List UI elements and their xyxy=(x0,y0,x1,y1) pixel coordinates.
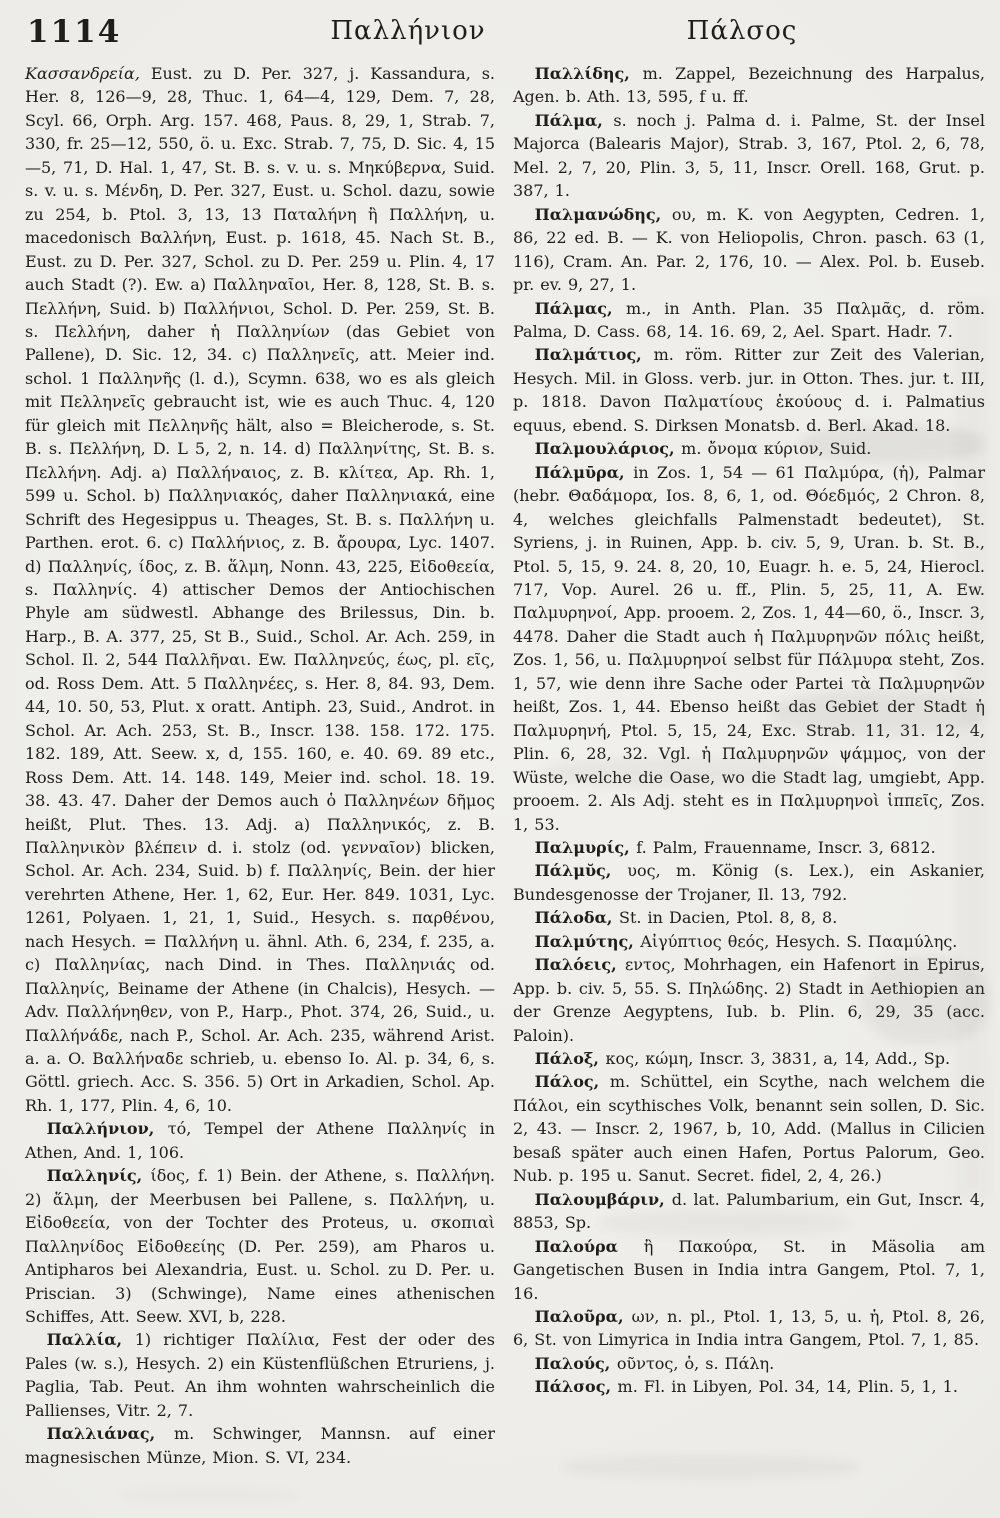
entry-text: m., in Anth. Plan. 35 Παλμᾶς, d. röm. Palma, D. Cass. 68, 14. 16. 69, 2, Ael. Spart. Hadr. 7. xyxy=(513,298,985,341)
entry-headword: Κασσανδρεία, xyxy=(25,64,151,83)
entry-headword: Παλλίδης, xyxy=(534,64,643,83)
left-column-title: Παλλήνιον xyxy=(330,16,486,46)
dictionary-entry xyxy=(513,859,985,906)
dictionary-entry xyxy=(513,461,985,836)
entry-headword: Παλμανώδης, xyxy=(534,204,672,224)
entry-headword: Παλοῦρα, xyxy=(534,1307,632,1327)
right-column-title: Πάλσος xyxy=(686,16,798,46)
entry-headword: Παλλήνιον, xyxy=(46,1119,168,1139)
dictionary-entry xyxy=(513,1305,985,1352)
page-number: 1114 xyxy=(27,14,122,50)
entry-text: υος, m. König (s. Lex.), ein Askanier, Bundesgenosse der Trojaner, Il. 13, 792. xyxy=(513,861,985,904)
dictionary-entry xyxy=(513,203,985,297)
entry-headword: Πάλμῡρα, xyxy=(534,462,634,482)
entry-headword: Πάλμα, xyxy=(534,110,614,130)
entry-headword: Παλλία, xyxy=(46,1330,135,1350)
dictionary-entry xyxy=(513,906,985,929)
entry-headword: Παλμυρίς, xyxy=(534,837,637,857)
entry-text: m. Fl. in Libyen, Pol. 34, 14, Plin. 5, 1, 1. xyxy=(617,1377,958,1397)
right-column xyxy=(513,62,985,1399)
dictionary-entry xyxy=(513,109,985,203)
entry-text: d. lat. Palumbarium, ein Gut, Inscr. 4, 8853, Sp. xyxy=(513,1189,985,1233)
page-header xyxy=(0,10,1000,58)
entry-text: s. noch j. Palma d. i. Palme, St. der Insel Majorca (Balearis Major), Strab. 3, 167, Ptol. 2, 6, 78, Mel. 2, 7, 20, Plin. 3, 5, 11, Inscr. Orell. 168, Grut. p. 387, 1. xyxy=(513,110,986,201)
dictionary-entry xyxy=(25,1328,495,1422)
dictionary-entry xyxy=(513,297,985,344)
dictionary-entry xyxy=(513,1235,985,1305)
entry-text: in Zos. 1, 54 — 61 Παλμύρα, (ἡ), Palmar (hebr. Θαδάμορα, Ios. 8, 6, 1, od. Θόεδμός, 2 Chron. 8, 4, welches gleichfalls Palmenstadt bedeutet), St. Syriens, j. in Ruinen, App. b. civ. 5, 9, Uran. b. St. B., Ptol. 5, 15, 9. 24. 8, 20, 10, Euagr. h. e. 5, 24, Hierocl. 717, Vop. Aurel. 26 u. ff., Plin. 5, 25, 11, A. Ew. Παλμυρηνοί, App. prooem. 2, Zos. 1, 44—60, ö., Inscr. 3, 4478. Daher die Stadt auch ἡ Παλμυρηνῶν πόλις heißt, Zos. 1, 56, u. Παλμυρηνοί selbst für Πάλμυρα steht, Zos. 1, 57, wie denn ihre Sache oder Partei τὰ Παλμυρηνῶν heißt, Zos. 1, 44. Ebenso heißt das Gebiet der Stadt ἡ Παλμυρηνή, Ptol. 5, 15, 24, Exc. Strab. 11, 31. 12, 4, Plin. 6, 28, 32. Vgl. ἡ Παλμυρηνῶν ψάμμος, von der Wüste, welche die Oase, wo die Stadt lag, umgiebt, App. prooem. 2. Als Adj. steht es in Παλμυρηνοὶ ἱππεῖς, Zos. 1, 53. xyxy=(513,462,985,834)
entry-text: St. in Dacien, Ptol. 8, 8, 8. xyxy=(619,908,838,928)
entry-headword: Παλούρα xyxy=(534,1236,644,1256)
left-column xyxy=(25,62,495,1469)
entry-headword: Πάλμῠς, xyxy=(534,861,628,881)
entry-headword: Παλληνίς, xyxy=(46,1166,151,1186)
entry-text: εντος, Mohrhagen, ein Hafenort in Epirus, App. b. civ. 5, 55. S. Πηλώδης. 2) Stadt in Aethiopien an der Grenze Aegyptens, Iub. b. Plin. 6, 29, 35 (acc. Paloin). xyxy=(513,955,985,1045)
dictionary-entry-continuation xyxy=(25,62,495,1117)
entry-headword: Παλλιάνας, xyxy=(46,1424,174,1444)
dictionary-entry xyxy=(513,930,985,953)
entry-text: ου, m. K. von Aegypten, Cedren. 1, 86, 22 ed. B. — K. von Heliopolis, Chron. pasch. 63 (1, 116), Cram. An. Par. 2, 176, 10. — Alex. Pol. b. Euseb. pr. ev. 9, 27, 1. xyxy=(513,204,985,295)
entry-headword: Παλμάτιος, xyxy=(534,345,654,365)
scan-artifact xyxy=(120,1488,300,1502)
entry-headword: Παλόεις, xyxy=(534,955,625,975)
entry-headword: Παλμύτης, xyxy=(534,931,641,951)
entry-text: m. Zappel, Bezeichnung des Harpalus, Agen. b. Ath. 13, 595, f u. ff. xyxy=(513,64,985,107)
entry-text: ἢ Πακούρα, St. in Mäsolia am Gangetischen Busen in India intra Gangem, Ptol. 7, 1, 16. xyxy=(513,1236,985,1303)
entry-headword: Πάλοδα, xyxy=(534,908,619,928)
entry-text: Αἰγύπτιος θεός, Hesych. S. Πααμύλης. xyxy=(640,931,958,951)
entry-headword: Παλουμβάριν, xyxy=(534,1189,672,1209)
entry-text: ων, n. pl., Ptol. 1, 13, 5, u. ἡ, Ptol. 8, 26, 6, St. von Limyrica in India intra Gangem, Ptol. 7, 1, 85. xyxy=(513,1307,985,1350)
entry-text: m. röm. Ritter zur Zeit des Valerian, Hesych. Mil. in Gloss. verb. jur. in Otton. Thes. jur. t. III, p. 1818. Davon Παλματίους ἑκούους d. i. Palmatius equus, ebend. S. Dirksen Monatsb. d. Berl. Akad. 18. xyxy=(513,345,985,435)
entry-headword: Πάλμας, xyxy=(534,298,626,318)
dictionary-entry xyxy=(513,1188,985,1235)
entry-text: m. Schwinger, Mannsn. auf einer magnesischen Münze, Mion. S. VI, 234. xyxy=(25,1424,495,1467)
entry-text: f. Palm, Frauenname, Inscr. 3, 6812. xyxy=(636,837,936,857)
entry-text: ίδος, f. 1) Bein. der Athene, s. Παλλήνη. 2) ἅλμη, der Meerbusen bei Pallene, s. Παλλήνη, u. Εἰδοθεεία, von der Tochter des Proteus, u. σκοπιαὶ Παλληνίδος Εἰδοθεείης (D. Per. 259), am Pharos u. Antipharos bei Alexandria, Eust. u. Schol. zu D. Per. u. Priscian. 3) (Schwinge), Name eines athenischen Schiffes, Att. Seew. XVI, b, 228. xyxy=(25,1166,495,1327)
dictionary-entry xyxy=(25,1164,495,1328)
dictionary-entry xyxy=(513,62,985,109)
entry-text: τό, Tempel der Athene Παλληνίς in Athen, And. 1, 106. xyxy=(25,1119,495,1162)
dictionary-entry xyxy=(513,836,985,859)
entry-text: m. Schüttel, ein Scythe, nach welchem die Πάλοι, ein scythisches Volk, benannt sein sollen, D. Sic. 2, 43. — Inscr. 2, 1967, b, 10, Add. (Mallus in Cilicien besaß später auch einen Hafen, Portus Palorum, Geo. Nub. p. 195 u. Sanut. Secret. fidel, 2, 4, 26.) xyxy=(513,1072,985,1186)
entry-headword: Πάλοξ, xyxy=(534,1049,606,1069)
dictionary-entry xyxy=(513,1352,985,1375)
entry-text: m. ὄνομα κύριον, Suid. xyxy=(681,439,872,459)
scan-artifact xyxy=(560,1455,860,1479)
dictionary-entry xyxy=(25,1117,495,1164)
entry-text: οῦντος, ὁ, s. Πάλη. xyxy=(616,1353,775,1373)
dictionary-entry xyxy=(513,437,985,460)
entry-text: Eust. zu D. Per. 327, j. Kassandura, s. Her. 8, 126—9, 28, Thuc. 1, 64—4, 129, Dem. 7, 28, Scyl. 66, Orph. Arg. 157. 468, Paus. 8, 29, 1, Strab. 7, 330, fr. 25—12, 550, ö. u. Exc. Strab. 7, 75, D. Sic. 4, 15—5, 71, D. Hal. 1, 47, St. B. s. v. u. s. Μηκύβερνα, Suid. s. v. u. s. Μένδη, D. Per. 327, Eust. u. Schol. dazu, sowie zu 254, b. Ptol. 3, 13, 13 Παταλήνη ἢ Παλλήνη, u. macedonisch Βαλλήνη, Eust. p. 1618, 45. Nach St. B., Eust. zu D. Per. 327, Schol. zu D. Per. 259 u. Plin. 4, 17 auch Stadt (?). Ew. a) Παλληναῖοι, Her. 8, 128, St. B. s. Πελλήνη, Suid. b) Παλλήνιοι, Schol. D. Per. 259, St. B. s. Πελλήνη, daher ἡ Παλληνίων (das Gebiet von Pallene), D. Sic. 12, 34. c) Παλληνεῖς, att. Meier ind. schol. 1 Παλληνῆς (l. d.), Scymn. 638, wo es als gleich mit Πελληνεῖς gebraucht ist, wie es auch Thuc. 4, 120 für gleich mit Πελληνῆς hält, also = Bleicherode, s. St. B. s. Πελλήνη, D. L 5, 2, n. 14. d) Παλληνίτης, St. B. s. Πελλήνη. Adj. a) Παλλήναιος, z. B. κλίτεα, Ap. Rh. 1, 599 u. Schol. b) Παλληνιακός, daher Παλληνιακά, eine Schrift des Hegesippus u. Theages, St. B. s. Παλλήνη u. Parthen. erot. 6. c) Παλλήνιος, z. B. ἄρουρα, Lyc. 1407. d) Παλληνίς, ίδος, z. B. ἅλμη, Nonn. 43, 225, Εἰδοθεεία, s. Παλληνίς. 4) attischer Demos der Antiochischen Phyle am südwestl. Abhange des Brilessus, Din. b. Harp., B. A. 377, 25, St B., Suid., Schol. Ar. Ach. 259, in Schol. Il. 2, 544 Παλλῆναι. Ew. Παλληνεύς, έως, pl. εῖς, od. Ross Dem. Att. 5 Παλληνέες, s. Her. 8, 84. 93, Dem. 44, 10. 50, 53, Plut. x oratt. Antiph. 23, Suid., Androt. in Schol. Ar. Ach. 253, St. B., Inscr. 138. 158. 172. 175. 182. 189, Att. Seew. x, d, 155. 160, e. 40. 69. 89 etc., Ross Dem. Att. 14. 148. 149, Meier ind. schol. 18. 19. 38. 43. 47. Daher der Demos auch ὁ Παλληνέων δῆμος heißt, Plut. Thes. 13. Adj. a) Παλληνικός, z. B. Παλληνικὸν βλέπειν d. i. stolz (od. γενναῖον) blicken, Schol. Ar. Ach. 234, Suid. b) f. Παλληνίς, Bein. der hier verehrten Athene, Her. 1, 62, Eur. Her. 849. 1031, Lyc. 1261, Polyaen. 1, 21, 1, Suid., Hesych. s. παρθένου, nach Hesych. = Παλλήνη u. ähnl. Ath. 6, 234, f. 235, a. c) Παλληνίας, nach Dind. in Thes. Παλληνιάς od. Παλληνίς, Beiname der Athene (in Chalcis), Hesych. — Adv. Παλλήνηθεν, von P., Harp., Phot. 374, 26, Suid., u. Παλλήνάδε, nach P., Schol. Ar. Ach. 235, während Arist. a. a. O. Βαλλήναδε schrieb, u. ebenso Io. Al. p. 34, 6, s. Göttl. griech. Acc. S. 356. 5) Ort in Arkadien, Schol. Ap. Rh. 1, 177, Plin. 4, 6, 10. xyxy=(25,64,495,1115)
dictionary-entry xyxy=(513,1070,985,1187)
entry-text: 1) richtiger Παλίλια, Fest der oder des Pales (w. s.), Hesych. 2) ein Küstenflüßchen Etruriens, j. Paglia, Tab. Peut. An ihm wohnten wahrscheinlich die Pallienses, Vitr. 2, 7. xyxy=(25,1330,495,1420)
entry-headword: Πάλσος, xyxy=(534,1377,618,1397)
dictionary-entry xyxy=(513,953,985,1047)
dictionary-entry xyxy=(513,343,985,437)
entry-text: κος, κώμη, Inscr. 3, 3831, a, 14, Add., Sp. xyxy=(605,1049,951,1069)
dictionary-entry xyxy=(513,1375,985,1398)
dictionary-entry xyxy=(513,1047,985,1070)
entry-headword: Παλμουλάριος, xyxy=(534,439,682,459)
dictionary-entry xyxy=(25,1422,495,1469)
entry-headword: Πάλος, xyxy=(534,1072,610,1092)
entry-headword: Παλούς, xyxy=(534,1353,617,1373)
